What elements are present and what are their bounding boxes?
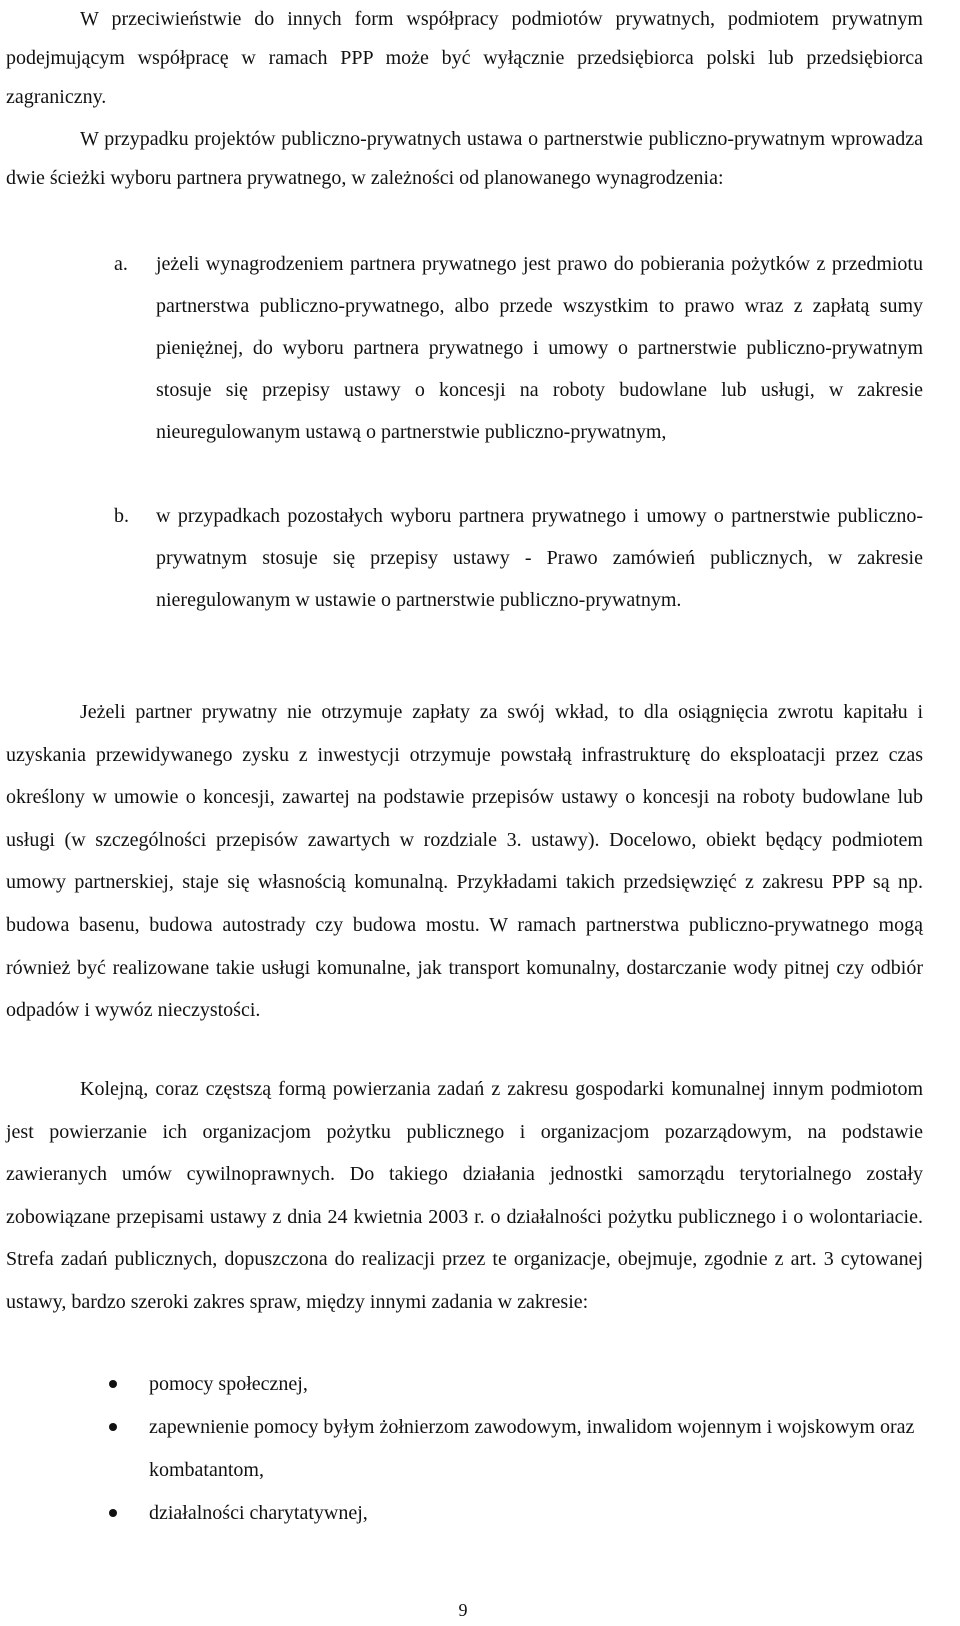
bullet-item-text: działalności charytatywnej, (149, 1502, 368, 1524)
bullet-item-text: zapewnienie pomocy byłym żołnierzom zawodowym, inwalidom wojennym i wojskowym oraz kombatantom, (149, 1416, 915, 1481)
paragraph-private-partner-compensation: Jeżeli partner prywatny nie otrzymuje zapłaty za swój wkład, to dla osiągnięcia zwrotu kapitału i uzyskania przewidywanego zysku z inwestycji otrzymuje powstałą infrastrukturę do eksploatacji przez czas określony w umowie o koncesji, zawartej na podstawie przepisów ustawy o koncesji na roboty budowlane lub usługi (w szczególności przepisów zawartych w rozdziale 3. ustawy). Docelowo, obiekt będący podmiotem umowy partnerskiej, staje się własnością komunalną. Przykładami takich przedsięwzięć z zakresu PPP są np. budowa basenu, budowa autostrady czy budowa mostu. W ramach partnerstwa publiczno-prywatnego mogą również być realizowane takie usługi komunalne, jak transport komunalny, dostarczanie wody pitnej czy odbiór odpadów i wywóz nieczystości. (6, 701, 923, 1022)
bullet-dot-icon (109, 1509, 117, 1517)
list-marker-b: b. (114, 505, 129, 527)
list-item-b-text: w przypadkach pozostałych wyboru partnera prywatnego i umowy o partnerstwie publiczno-prywatnym stosuje się przepisy ustawy - Prawo zamówień publicznych, w zakresie nieregulowanym w ustawie o partnerstwie publiczno-prywatnym. (156, 505, 923, 611)
list-item-b (114, 495, 923, 621)
bullet-item-text: pomocy społecznej, (149, 1373, 308, 1395)
list-item-a (114, 243, 923, 453)
paragraph-ppp-entities: W przeciwieństwie do innych form współpracy podmiotów prywatnych, podmiotem prywatnym podejmującym współpracę w ramach PPP może być wyłącznie przedsiębiorca polski lub przedsiębiorca zagraniczny. (6, 8, 923, 108)
list-item-a-text: jeżeli wynagrodzeniem partnera prywatnego jest prawo do pobierania pożytków z przedmiotu partnerstwa publiczno-prywatnego, albo przede wszystkim to prawo wraz z zapłatą sumy pieniężnej, do wyboru partnera prywatnego i umowy o partnerstwie publiczno-prywatnym stosuje się przepisy ustawy o koncesji na roboty budowlane lub usługi, w zakresie nieuregulowanym ustawą o partnerstwie publiczno-prywatnym, (156, 253, 923, 443)
bullet-item-charity (149, 1492, 923, 1535)
bullet-item-veterans-support (149, 1406, 923, 1491)
list-marker-a: a. (114, 253, 128, 275)
paragraph-public-benefit-organizations: Kolejną, coraz częstszą formą powierzania zadań z zakresu gospodarki komunalnej innym podmiotom jest powierzanie ich organizacjom pożytku publicznego i organizacjom pozarządowym, na podstawie zawieranych umów cywilnoprawnych. Do takiego działania jednostki samorządu terytorialnego zostały zobowiązane przepisami ustawy z dnia 24 kwietnia 2003 r. o działalności pożytku publicznego i o wolontariacie. Strefa zadań publicznych, dopuszczona do realizacji przez te organizacje, obejmuje, zgodnie z art. 3 cytowanej ustawy, bardzo szeroki zakres spraw, między innymi zadania w zakresie: (6, 1078, 923, 1313)
bullet-item-social-assistance (149, 1363, 923, 1406)
page-number: 9 (458, 1600, 468, 1620)
paragraph-selection-paths: W przypadku projektów publiczno-prywatnych ustawa o partnerstwie publiczno-prywatnym wprowadza dwie ścieżki wyboru partnera prywatnego, w zależności od planowanego wynagrodzenia: (6, 128, 923, 189)
bullet-dot-icon (109, 1423, 117, 1431)
bullet-dot-icon (109, 1380, 117, 1388)
